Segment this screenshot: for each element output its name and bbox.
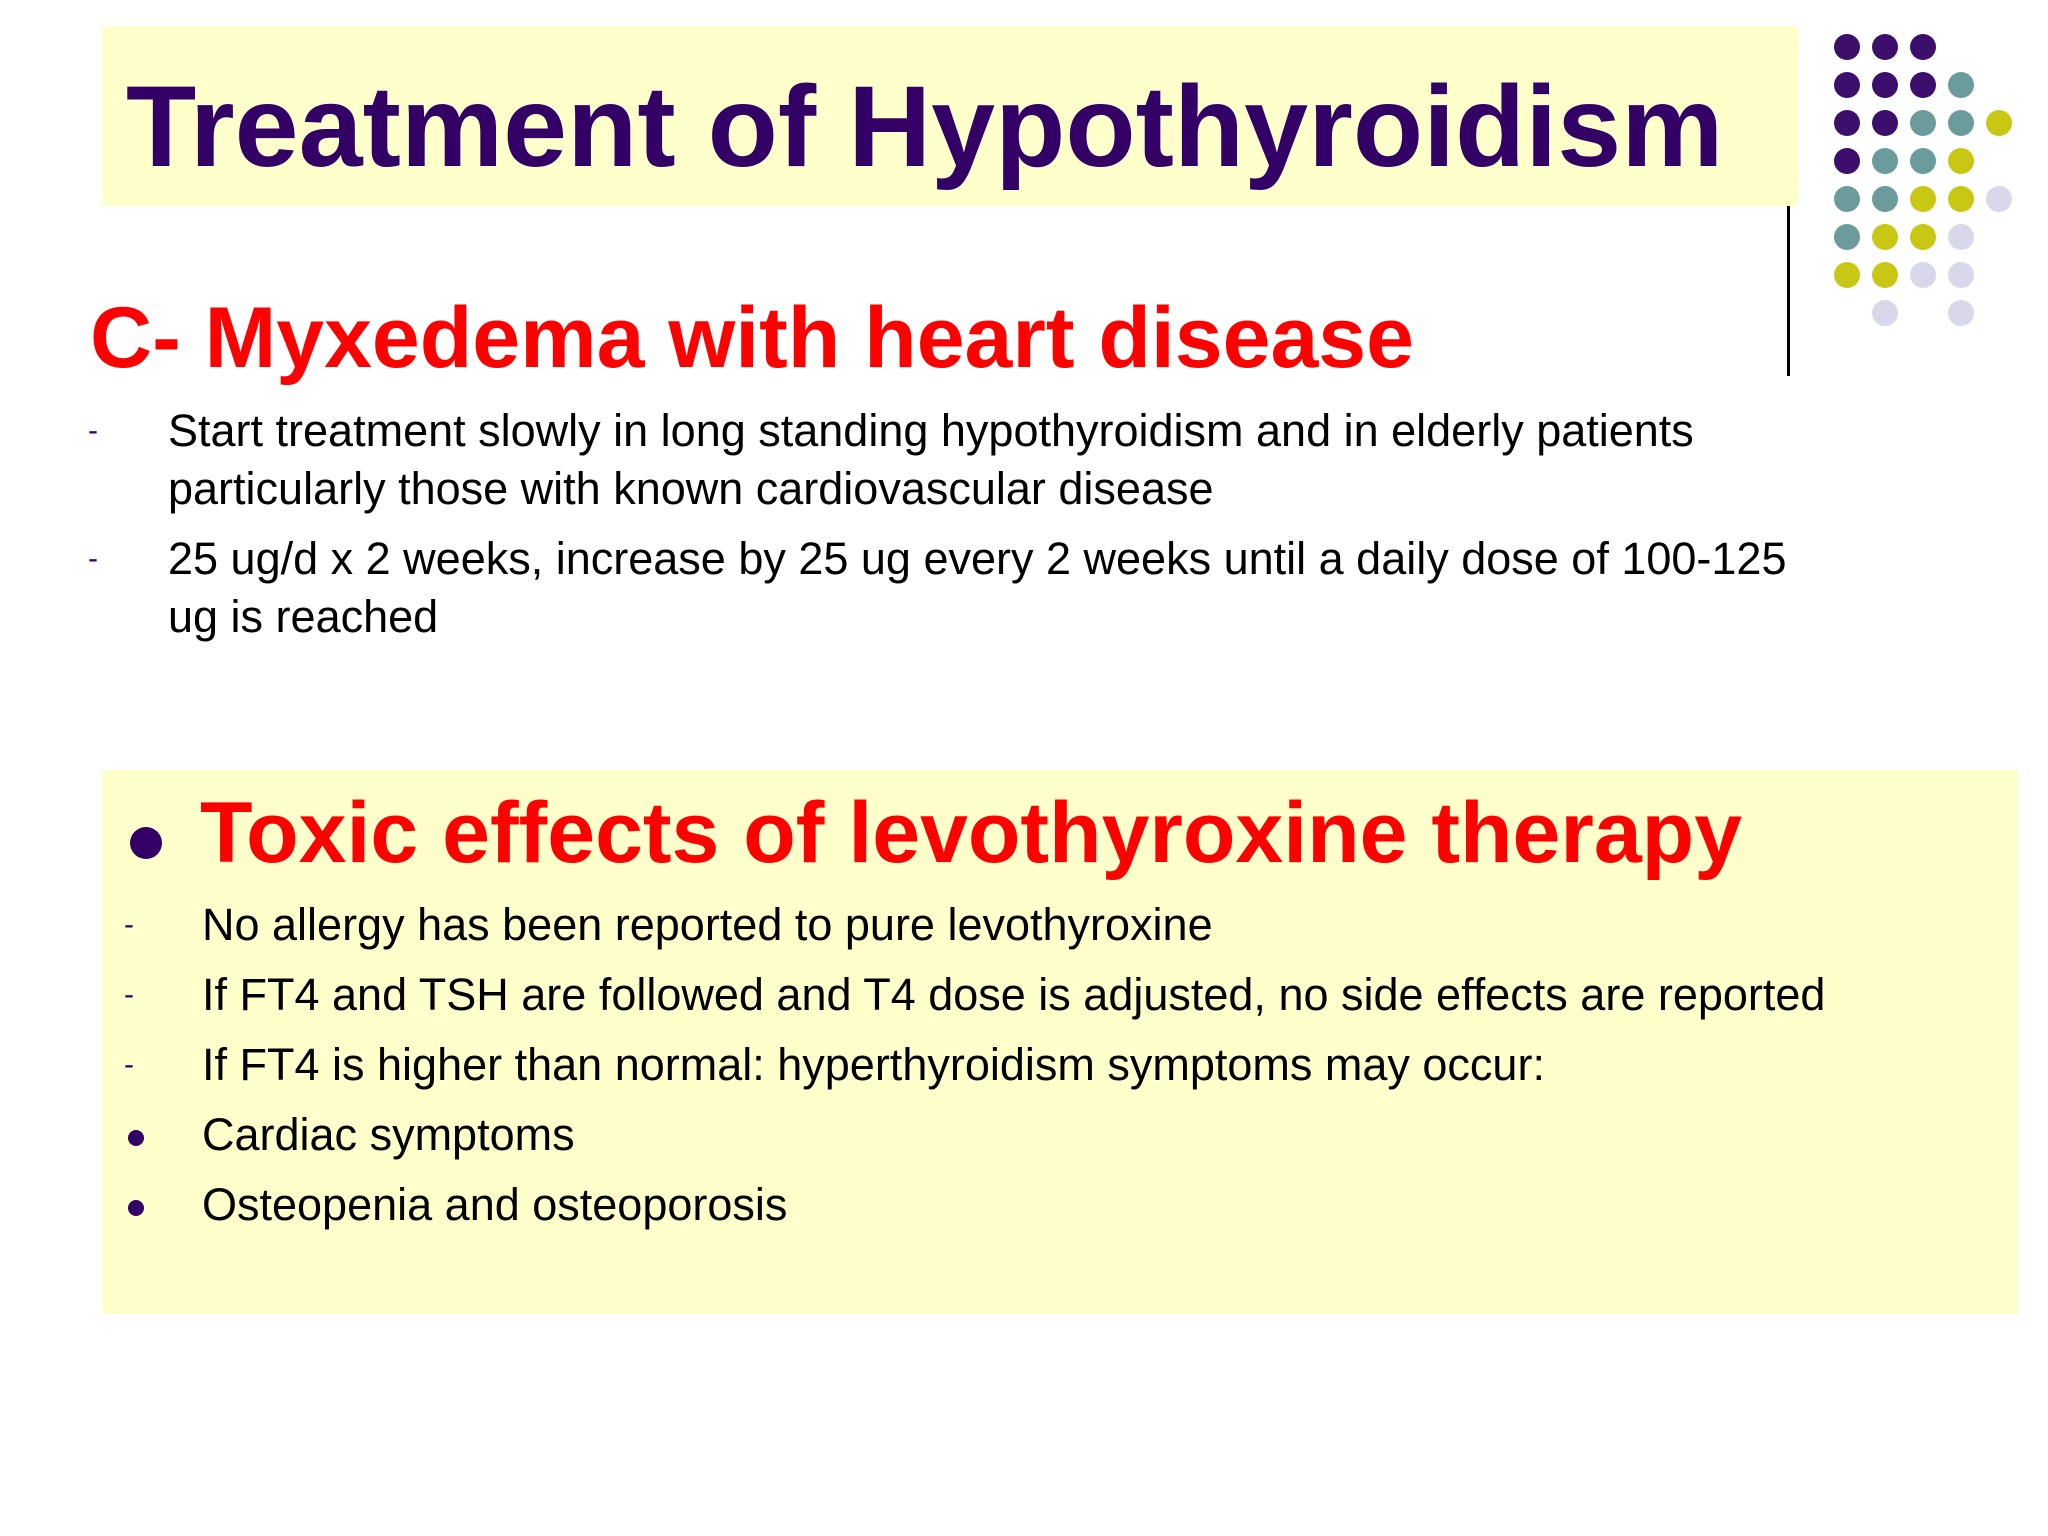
decor-dot	[1948, 224, 1974, 250]
dash-marker: -	[88, 542, 98, 575]
list-item	[120, 1176, 2000, 1234]
decor-dot	[1986, 186, 2012, 212]
decor-dot	[1948, 148, 1974, 174]
decor-dot	[1910, 110, 1936, 136]
bullet-icon	[128, 1200, 144, 1216]
list-item-text: Cardiac symptoms	[202, 1109, 575, 1160]
decor-dot	[1872, 300, 1898, 326]
dash-marker: -	[124, 908, 134, 941]
decorative-dot-grid	[1820, 30, 2020, 340]
decor-dot	[1910, 186, 1936, 212]
decor-dot	[1834, 262, 1860, 288]
decor-dot	[1872, 186, 1898, 212]
toxic-effects-list	[120, 896, 2000, 1246]
list-item	[120, 896, 2000, 954]
decor-dot	[1948, 300, 1974, 326]
dash-marker: -	[124, 978, 134, 1011]
decor-dot	[1948, 262, 1974, 288]
decor-dot	[1834, 148, 1860, 174]
decor-dot	[1986, 110, 2012, 136]
decor-dot	[1948, 110, 1974, 136]
list-item	[88, 530, 1848, 646]
dash-marker: -	[88, 414, 98, 447]
bullet-icon	[130, 827, 162, 859]
slide-title: Treatment of Hypothyroidism	[126, 63, 1724, 191]
decor-dot	[1834, 34, 1860, 60]
section-heading-myxedema: C- Myxedema with heart disease	[90, 290, 1414, 386]
list-item	[120, 1106, 2000, 1164]
decor-dot	[1834, 110, 1860, 136]
decor-dot	[1872, 34, 1898, 60]
bullet-icon	[128, 1130, 144, 1146]
decor-dot	[1910, 34, 1936, 60]
decor-dot	[1872, 110, 1898, 136]
list-item	[120, 1036, 2000, 1094]
decor-dot	[1834, 186, 1860, 212]
decor-dot	[1834, 72, 1860, 98]
decor-dot	[1948, 186, 1974, 212]
list-item-text: If FT4 is higher than normal: hyperthyroidism symptoms may occur:	[202, 1039, 1545, 1090]
decor-dot	[1910, 262, 1936, 288]
decor-dot	[1834, 224, 1860, 250]
section-heading-toxic-effects: Toxic effects of levothyroxine therapy	[200, 785, 1743, 881]
decor-dot	[1872, 262, 1898, 288]
list-item-text: Start treatment slowly in long standing hypothyroidism and in elderly patients particularly those with known cardiovascular disease	[168, 405, 1694, 514]
decor-dot	[1910, 148, 1936, 174]
decor-dot	[1910, 224, 1936, 250]
decor-dot	[1872, 72, 1898, 98]
decor-dot	[1948, 72, 1974, 98]
list-item-text: 25 ug/d x 2 weeks, increase by 25 ug every 2 weeks until a daily dose of 100-125 ug is reached	[168, 533, 1787, 642]
decor-dot	[1910, 72, 1936, 98]
decor-dot	[1872, 148, 1898, 174]
list-item-text: If FT4 and TSH are followed and T4 dose is adjusted, no side effects are reported	[202, 969, 1826, 1020]
divider-line	[1787, 206, 1790, 376]
list-item	[88, 402, 1848, 518]
myxedema-list	[88, 402, 1848, 658]
decor-dot	[1872, 224, 1898, 250]
list-item	[120, 966, 2000, 1024]
dash-marker: -	[124, 1048, 134, 1081]
list-item-text: No allergy has been reported to pure levothyroxine	[202, 899, 1213, 950]
list-item-text: Osteopenia and osteoporosis	[202, 1179, 788, 1230]
